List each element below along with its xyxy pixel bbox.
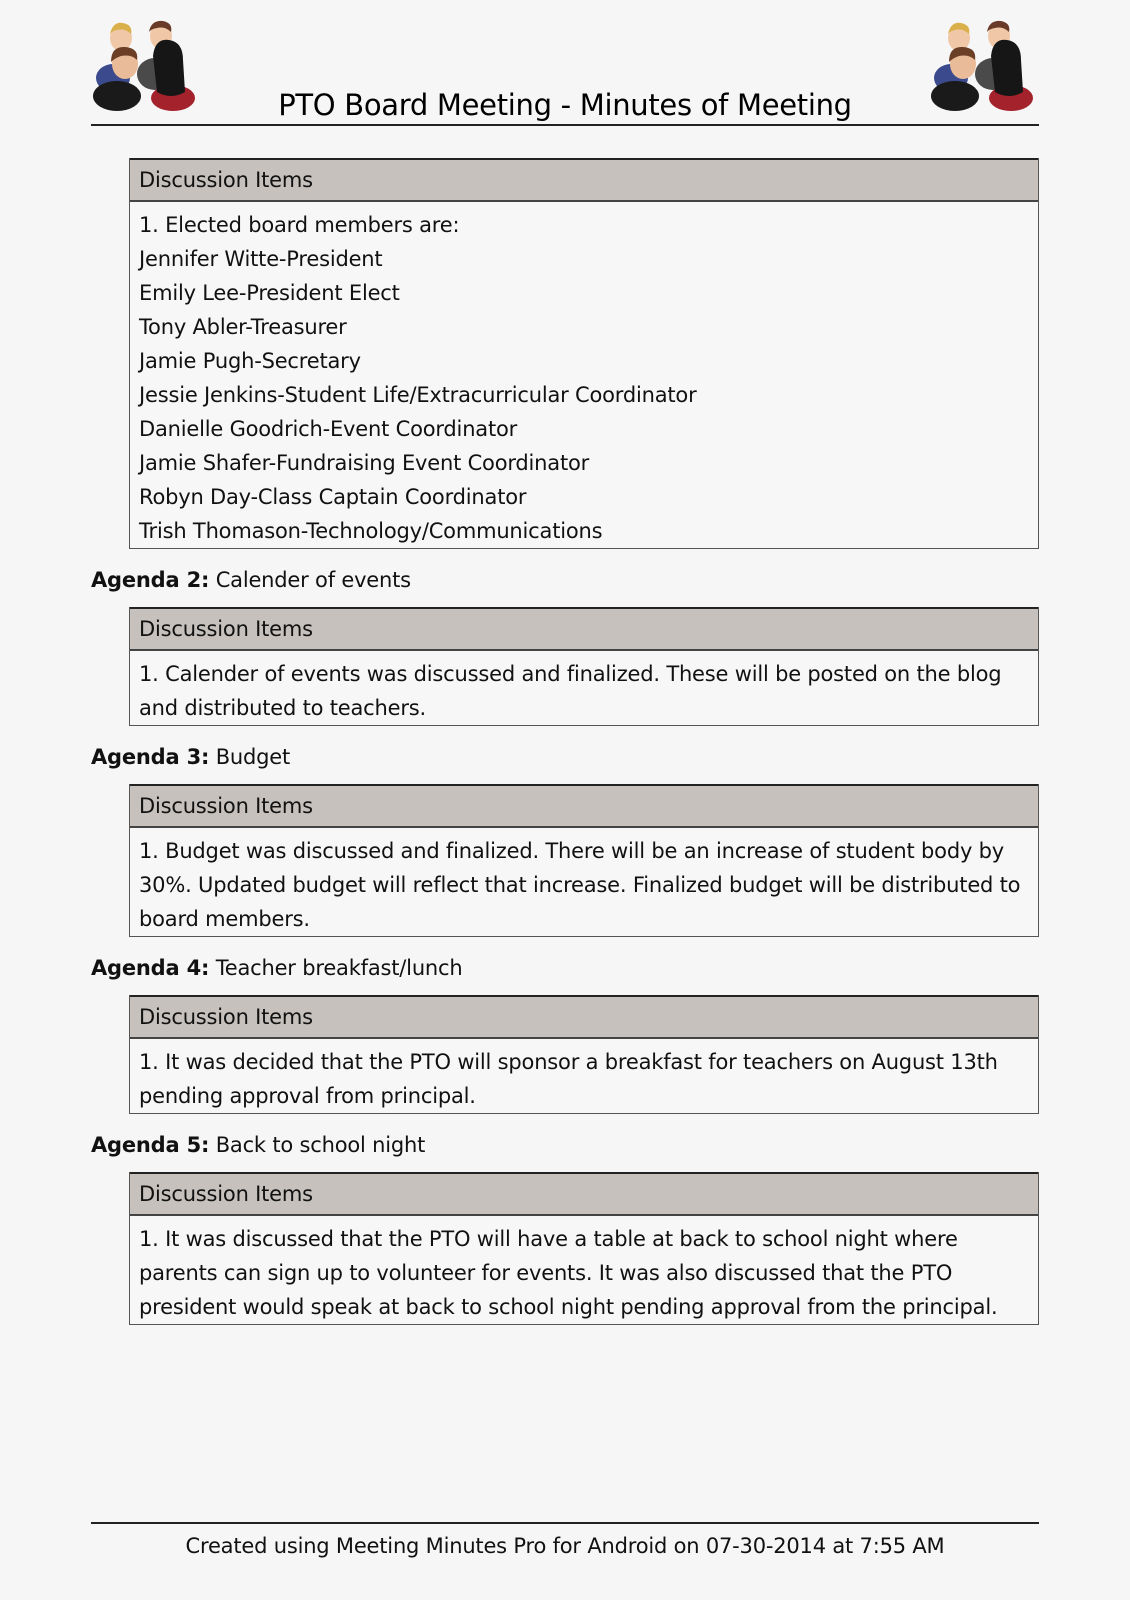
discussion-body [130, 202, 1038, 548]
discussion-box [129, 1172, 1039, 1325]
agenda-1 [91, 158, 1039, 549]
discussion-header: Discussion Items [130, 607, 1038, 651]
discussion-text: 1. Calender of events was discussed and finalized. These will be posted on the blog and distributed to teachers. [139, 662, 1002, 720]
board-member: Emily Lee-President Elect [139, 281, 400, 305]
discussion-body [130, 651, 1038, 725]
agenda-label: Agenda 2: [91, 568, 210, 592]
agenda-5 [91, 1130, 1039, 1325]
discussion-text: 1. Budget was discussed and finalized. There will be an increase of student body by 30%. Updated budget will reflect that increase. Finalized budget will be distributed to board members. [139, 839, 1021, 931]
page-title: PTO Board Meeting - Minutes of Meeting [278, 88, 852, 122]
discussion-text: 1. It was decided that the PTO will sponsor a breakfast for teachers on August 13th pending approval from principal. [139, 1050, 998, 1108]
people-group-icon [929, 16, 1039, 112]
discussion-header: Discussion Items [130, 784, 1038, 828]
agenda-3 [91, 742, 1039, 937]
page-header [91, 16, 1039, 126]
board-member: Jamie Shafer-Fundraising Event Coordinator [139, 451, 590, 475]
agenda-topic: Calender of events [215, 568, 411, 592]
agenda-2 [91, 565, 1039, 726]
discussion-header: Discussion Items [130, 1172, 1038, 1216]
agenda-topic: Teacher breakfast/lunch [215, 956, 463, 980]
board-member: Trish Thomason-Technology/Communications [139, 519, 603, 543]
discussion-box [129, 784, 1039, 937]
agenda-topic: Budget [215, 745, 291, 769]
minutes-content [91, 158, 1039, 1341]
board-member: Robyn Day-Class Captain Coordinator [139, 485, 527, 509]
agenda-4 [91, 953, 1039, 1114]
board-member: Danielle Goodrich-Event Coordinator [139, 417, 518, 441]
agenda-label: Agenda 5: [91, 1133, 210, 1157]
discussion-line: 1. Elected board members are: [139, 213, 460, 237]
discussion-box [129, 158, 1039, 549]
discussion-body [130, 1039, 1038, 1113]
board-member: Jennifer Witte-President [139, 247, 383, 271]
footer-text: Created using Meeting Minutes Pro for Android on 07-30-2014 at 7:55 AM [185, 1534, 945, 1558]
agenda-heading [91, 953, 1039, 983]
board-member: Jamie Pugh-Secretary [139, 349, 361, 373]
discussion-box [129, 995, 1039, 1114]
agenda-heading [91, 742, 1039, 772]
agenda-topic: Back to school night [215, 1133, 426, 1157]
discussion-body [130, 828, 1038, 936]
discussion-header: Discussion Items [130, 995, 1038, 1039]
discussion-header: Discussion Items [130, 158, 1038, 202]
agenda-heading [91, 565, 1039, 595]
board-member: Jessie Jenkins-Student Life/Extracurricular Coordinator [139, 383, 697, 407]
board-member: Tony Abler-Treasurer [139, 315, 347, 339]
discussion-body [130, 1216, 1038, 1324]
page-footer [91, 1522, 1039, 1558]
agenda-label: Agenda 4: [91, 956, 210, 980]
discussion-text: 1. It was discussed that the PTO will have a table at back to school night where parents can sign up to volunteer for events. It was also discussed that the PTO president would speak at back to school night pending approval from the principal. [139, 1227, 998, 1319]
agenda-heading [91, 1130, 1039, 1160]
agenda-label: Agenda 3: [91, 745, 210, 769]
discussion-box [129, 607, 1039, 726]
